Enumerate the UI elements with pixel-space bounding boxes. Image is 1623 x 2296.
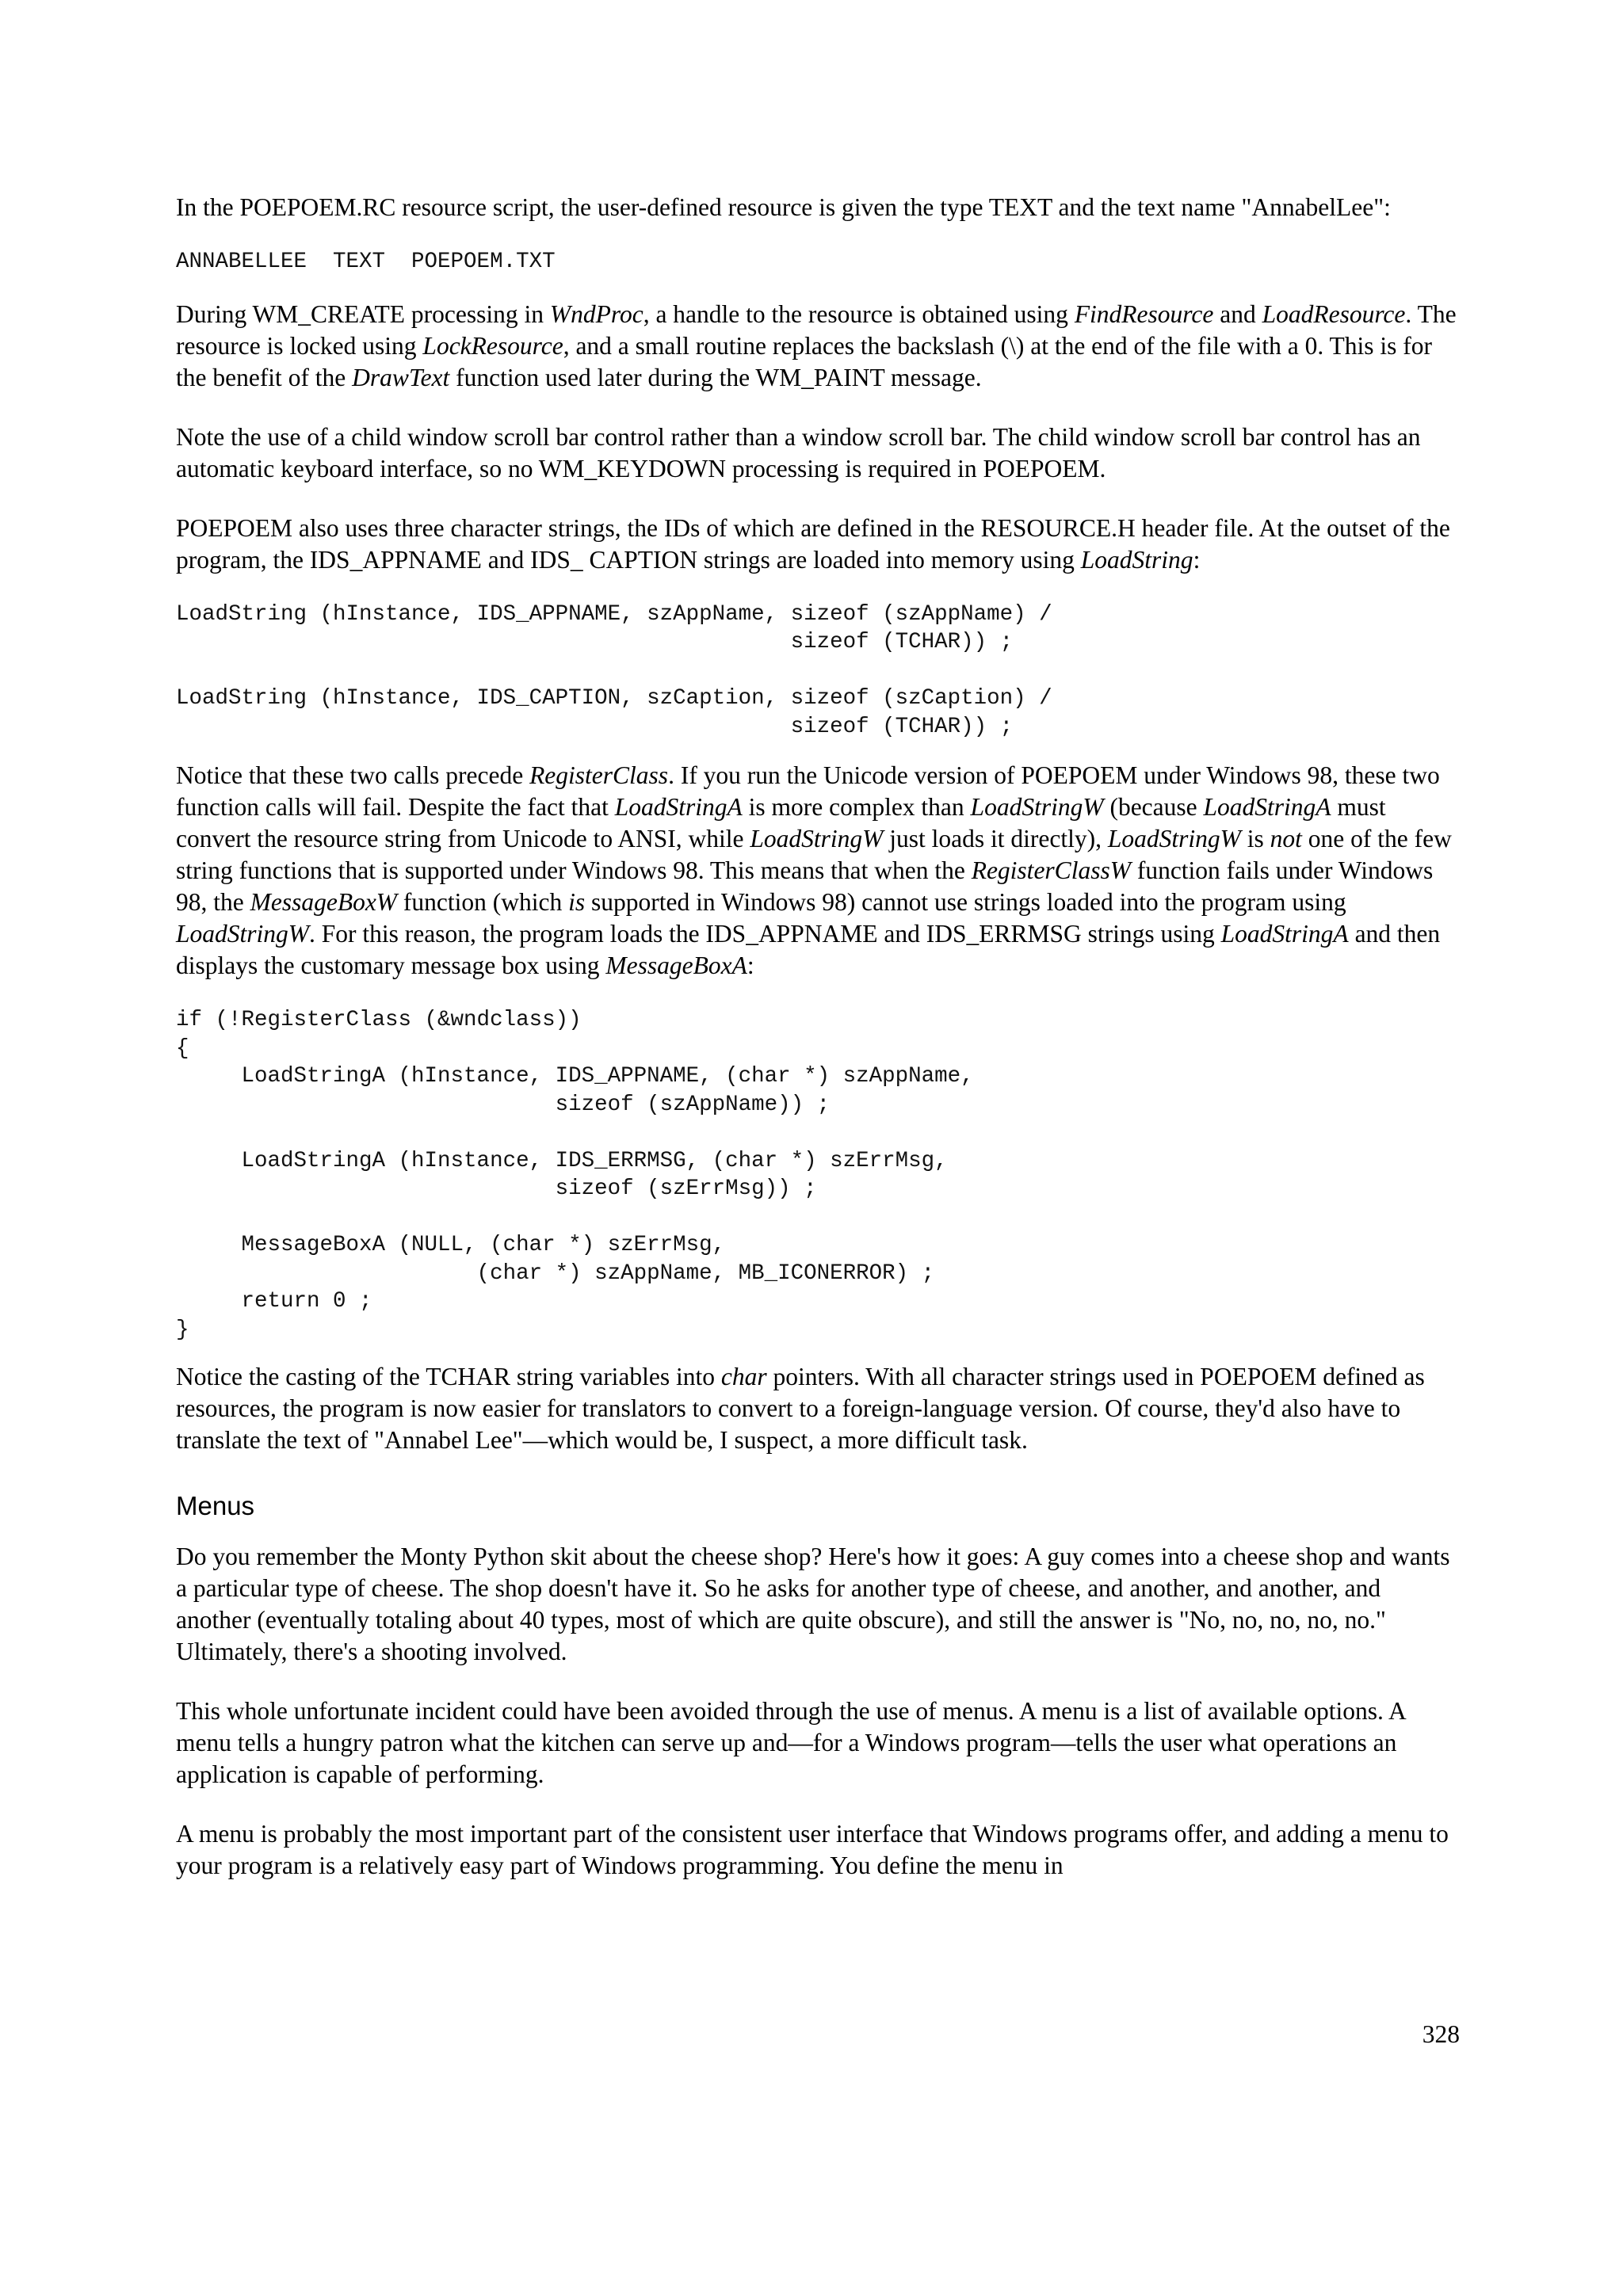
italic-term: LockResource xyxy=(422,331,563,360)
italic-term: is xyxy=(568,888,586,916)
page-number: 328 xyxy=(1422,2020,1460,2048)
paragraph-character-strings: POEPOEM also uses three character strings, the IDs of which are defined in the RESOURCE.H header file. At the outset of the program, the IDS_APPNAME and IDS_ CAPTION strings are loaded into memory using LoadString: xyxy=(176,513,1450,574)
italic-term: MessageBoxA xyxy=(605,952,747,979)
paragraph-menus-avoid: This whole unfortunate incident could have been avoided through the use of menus. A menu is a list of available options. A menu tells a hungry patron what the kitchen can serve up and—for a Windows program—tells the user what operations an application is capable of performing. xyxy=(176,1697,1406,1788)
italic-term: LoadStringW xyxy=(176,920,310,948)
italic-term: MessageBoxW xyxy=(250,888,398,916)
italic-term: LoadString xyxy=(1080,545,1193,574)
italic-term: RegisterClass xyxy=(529,761,669,789)
italic-term: LoadStringW xyxy=(970,793,1104,821)
italic-term: not xyxy=(1270,825,1302,852)
italic-term: LoadStringA xyxy=(1220,920,1349,948)
italic-term: LoadStringW xyxy=(1107,825,1241,852)
paragraph-wm-create: During WM_CREATE processing in WndProc, a handle to the resource is obtained using FindResource and LoadResource. The resource is locked using LockResource, and a small routine replaces the backslash (\) at the end of the file with a 0. This is for the benefit of the DrawText function used later during the WM_PAINT message. xyxy=(176,299,1457,391)
paragraph-menus-importance: A menu is probably the most important part of the consistent user interface that Windows programs offer, and adding a menu to your program is a relatively easy part of Windows programming. You define the menu in xyxy=(176,1820,1449,1879)
italic-term: LoadResource xyxy=(1262,299,1406,328)
paragraph-cheese-shop: Do you remember the Monty Python skit about the cheese shop? Here's how it goes: A guy comes into a cheese shop and wants a particular type of cheese. The shop doesn't have it. So he asks for another type of cheese, and another, and another, and another (eventually totaling about 40 types, most of which are quite obscure), and still the answer is "No, no, no, no, no." Ultimately, there's a shooting involved. xyxy=(176,1543,1450,1665)
italic-term: LoadStringA xyxy=(614,793,743,821)
italic-term: char xyxy=(720,1363,767,1390)
section-heading-menus: Menus xyxy=(176,1491,255,1520)
paragraph-casting-notice: Notice the casting of the TCHAR string variables into char pointers. With all character strings used in POEPOEM defined as resources, the program is now easier for translators to convert to a foreign-language version. Of course, they'd also have to translate the text of "Annabel Lee"—which would be, I suspect, a more difficult task. xyxy=(176,1363,1425,1454)
paragraph-registerclass-notice: Notice that these two calls precede RegisterClass. If you run the Unicode version of POEPOEM under Windows 98, these two function calls will fail. Despite the fact that LoadStringA is more complex than LoadStringW (because LoadStringA must convert the resource string from Unicode to ANSI, while LoadStringW just loads it directly), LoadStringW is not one of the few string functions that is supported under Windows 98. This means that when the RegisterClassW function fails under Windows 98, the MessageBoxW function (which is supported in Windows 98) cannot use strings loaded into the program using LoadStringW. For this reason, the program loads the IDS_APPNAME and IDS_ERRMSG strings using LoadStringA and then displays the customary message box using MessageBoxA: xyxy=(176,761,1452,979)
italic-term: LoadStringA xyxy=(1203,793,1331,821)
document-page xyxy=(176,192,1460,1909)
italic-term: LoadStringW xyxy=(750,825,884,852)
italic-term: FindResource xyxy=(1074,299,1214,328)
italic-term: WndProc xyxy=(549,299,643,328)
code-resource-line: ANNABELLEE TEXT POEPOEM.TXT xyxy=(176,250,556,274)
italic-term: RegisterClassW xyxy=(971,856,1131,884)
paragraph-resource-intro: In the POEPOEM.RC resource script, the user-defined resource is given the type TEXT and the text name "AnnabelLee": xyxy=(176,193,1391,221)
italic-term: DrawText xyxy=(352,363,450,391)
paragraph-scroll-bar: Note the use of a child window scroll bar control rather than a window scroll bar. The child window scroll bar control has an automatic keyboard interface, so no WM_KEYDOWN processing is required in POEPOEM. xyxy=(176,422,1421,482)
code-loadstring-block: LoadString (hInstance, IDS_APPNAME, szAppName, sizeof (szAppName) / sizeof (TCHAR)) ; LoadString (hInstance, IDS_CAPTION, szCaption, sizeof (szCaption) / sizeof (TCHAR)) ; xyxy=(176,601,1052,739)
code-registerclass-block: if (!RegisterClass (&wndclass)) { LoadStringA (hInstance, IDS_APPNAME, (char *) szAppName, sizeof (szAppName)) ; LoadStringA (hInstance, IDS_ERRMSG, (char *) szErrMsg, sizeof (szErrMsg)) ; MessageBoxA (NULL, (char *) szErrMsg, (char *) szAppName, MB_ICONERROR) ; return 0 ; } xyxy=(176,1008,974,1342)
